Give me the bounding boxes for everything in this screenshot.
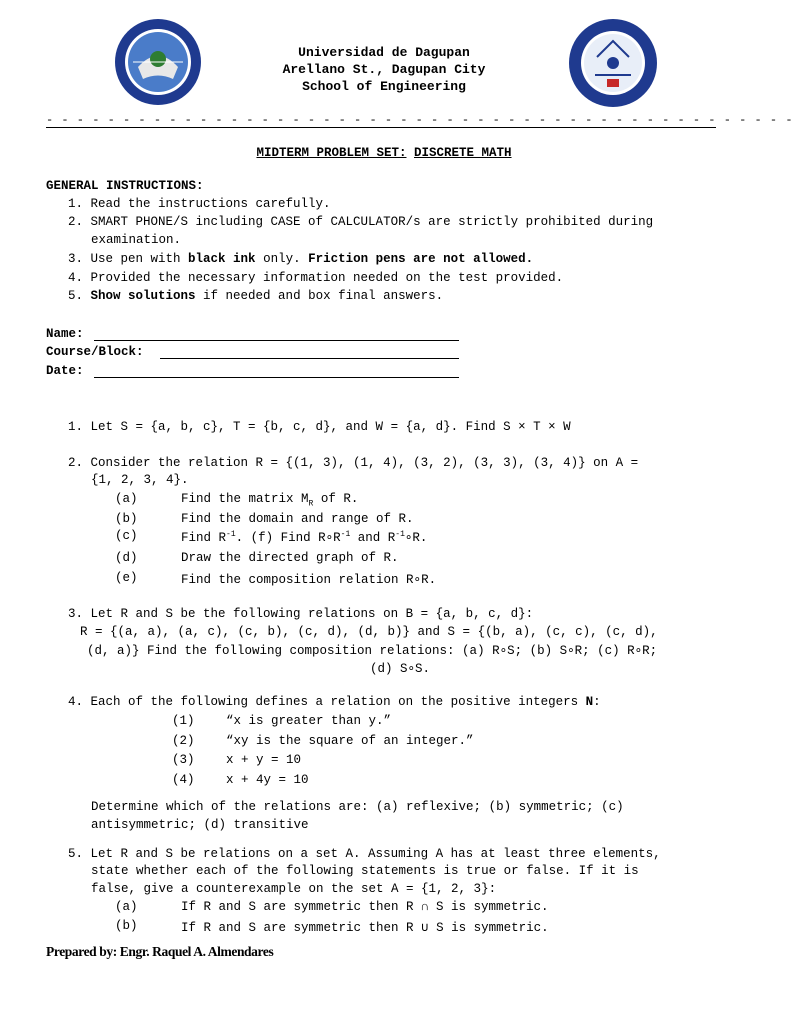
q2-a-main: Find the matrix M (181, 492, 309, 506)
q2-a-sub: R (308, 499, 314, 509)
dashed-divider: - - - - - - - - - - - - - - - - - - - - - - - - - - - - - - - - - - - - - - - - - - - - - - - - - (46, 113, 793, 127)
question-3: 3. Let R and S be the following relations on B = {a, b, c, d}: (68, 607, 534, 621)
course-label: Course/Block: (46, 345, 144, 359)
q2-a-end: of R. (313, 492, 359, 506)
q4-4-text: x + 4y = 10 (226, 773, 309, 787)
question-4-determine: Determine which of the relations are: (a) reflexive; (b) symmetric; (c) (91, 800, 624, 814)
q2-d-text: Draw the directed graph of R. (181, 551, 399, 565)
question-1: 1. Let S = {a, b, c}, T = {b, c, d}, and W = {a, d}. Find S × T × W (68, 420, 571, 434)
question-5-line2: state whether each of the following statements is true or false. If it is (91, 864, 639, 878)
q2-e-label: (e) (115, 571, 138, 585)
q4-4-label: (4) (172, 773, 195, 787)
question-5-line3: false, give a counterexample on the set A = {1, 2, 3}: (91, 882, 497, 896)
q5-b-label: (b) (115, 919, 138, 933)
q2-d-label: (d) (115, 551, 138, 565)
instructions-heading: GENERAL INSTRUCTIONS: (46, 179, 204, 193)
instruction-3-a: Use pen with (90, 252, 189, 266)
date-label: Date: (46, 364, 84, 378)
course-input-line[interactable] (160, 358, 459, 359)
instruction-5-b: if needed and box final answers. (195, 289, 444, 303)
instruction-3-e: . (525, 252, 534, 266)
question-5-text: Let R and S be relations on a set A. Assuming A has at least three elements, (90, 847, 661, 861)
q2-c-sup: -1 (226, 529, 236, 539)
solid-divider (46, 127, 716, 128)
instruction-1-text: Read the instructions carefully. (90, 197, 331, 211)
prepared-by: Prepared by: Engr. Raquel A. Almendares (46, 944, 274, 959)
question-4-text: Each of the following defines a relation on the positive integers (90, 695, 586, 709)
instruction-3: 3. Use pen with black ink only. Friction pens are not allowed. (68, 252, 534, 266)
q2-e-text: Find the composition relation R∘R. (181, 573, 437, 587)
q4-1-text: “x is greater than y.” (226, 714, 392, 728)
q2-c-text (181, 529, 427, 545)
question-2: 2. Consider the relation R = {(1, 3), (1, 4), (3, 2), (3, 3), (3, 4)} on A = (68, 456, 639, 470)
q2-c-mid2: and R (350, 531, 396, 545)
q2-c-sup3: -1 (395, 529, 405, 539)
q5-a-label: (a) (115, 900, 138, 914)
q4-3-label: (3) (172, 753, 195, 767)
q2-b-text: Find the domain and range of R. (181, 512, 414, 526)
q2-c-main: Find R (181, 531, 227, 545)
institution-address: Arellano St., Dagupan City (282, 62, 486, 77)
question-4: 4. Each of the following defines a relation on the positive integers N: (68, 695, 601, 709)
university-seal-left (113, 17, 203, 107)
q4-2-text: “xy is the square of an integer.” (226, 734, 474, 748)
date-input-line[interactable] (94, 377, 459, 378)
document-title (0, 146, 768, 160)
question-4-set: N (585, 695, 594, 709)
question-3-line3: (d, a)} Find the following composition relations: (a) R∘S; (b) S∘R; (c) R∘R; (87, 644, 658, 658)
instruction-4: 4. Provided the necessary information needed on the test provided. (68, 271, 564, 285)
question-3-line2: R = {(a, a), (a, c), (c, b), (c, d), (d, b)} and S = {(b, a), (c, c), (c, d), (80, 625, 658, 639)
question-2-text: Consider the relation R = {(1, 3), (1, 4), (3, 2), (3, 3), (3, 4)} on A = (90, 456, 639, 470)
question-4-end: : (593, 695, 601, 709)
title-subject: DISCRETE MATH (414, 146, 512, 160)
name-label: Name: (46, 327, 84, 341)
q2-b-label: (b) (115, 512, 138, 526)
instruction-4-text: Provided the necessary information needed on the test provided. (90, 271, 564, 285)
q2-a-label: (a) (115, 492, 138, 506)
instruction-3-d: Friction pens are not allowed (308, 252, 526, 266)
instruction-2-text: SMART PHONE/S including CASE of CALCULATOR/s are strictly prohibited during (90, 215, 654, 229)
q4-3-text: x + y = 10 (226, 753, 302, 767)
instruction-3-c: only. (255, 252, 309, 266)
q2-c-end: ∘R. (404, 531, 428, 545)
engineering-seal-right (567, 17, 659, 109)
q2-a-text (181, 492, 358, 509)
instruction-2: 2. SMART PHONE/S including CASE of CALCULATOR/s are strictly prohibited during (68, 215, 654, 229)
question-1-text: Let S = {a, b, c}, T = {b, c, d}, and W = {a, d}. Find S × T × W (90, 420, 571, 434)
instruction-5: 5. Show solutions if needed and box final answers. (68, 289, 444, 303)
question-3-line4: (d) S∘S. (370, 662, 431, 676)
q2-c-label: (c) (115, 529, 138, 543)
instruction-3-b: black ink (188, 252, 256, 266)
instruction-5-a: Show solutions (90, 289, 196, 303)
institution-name: Universidad de Dagupan (298, 45, 470, 60)
q5-a-text: If R and S are symmetric then R ∩ S is symmetric. (181, 900, 549, 914)
q4-1-label: (1) (172, 714, 195, 728)
institution-header (200, 44, 568, 95)
name-input-line[interactable] (94, 340, 459, 341)
question-4-determine-cont: antisymmetric; (d) transitive (91, 818, 309, 832)
question-5: 5. Let R and S be relations on a set A. Assuming A has at least three elements, (68, 847, 661, 861)
title-main: MIDTERM PROBLEM SET: (256, 146, 407, 160)
question-2-cont: {1, 2, 3, 4}. (91, 473, 189, 487)
question-3-text: Let R and S be the following relations on B = {a, b, c, d}: (90, 607, 534, 621)
instruction-2-cont: examination. (91, 233, 182, 247)
instruction-1: 1. Read the instructions carefully. (68, 197, 331, 211)
q5-b-text: If R and S are symmetric then R ∪ S is symmetric. (181, 921, 549, 935)
q4-2-label: (2) (172, 734, 195, 748)
institution-school: School of Engineering (302, 79, 466, 94)
q2-c-sup2: -1 (340, 529, 351, 539)
q2-c-mid: . (f) Find R∘R (235, 531, 341, 545)
